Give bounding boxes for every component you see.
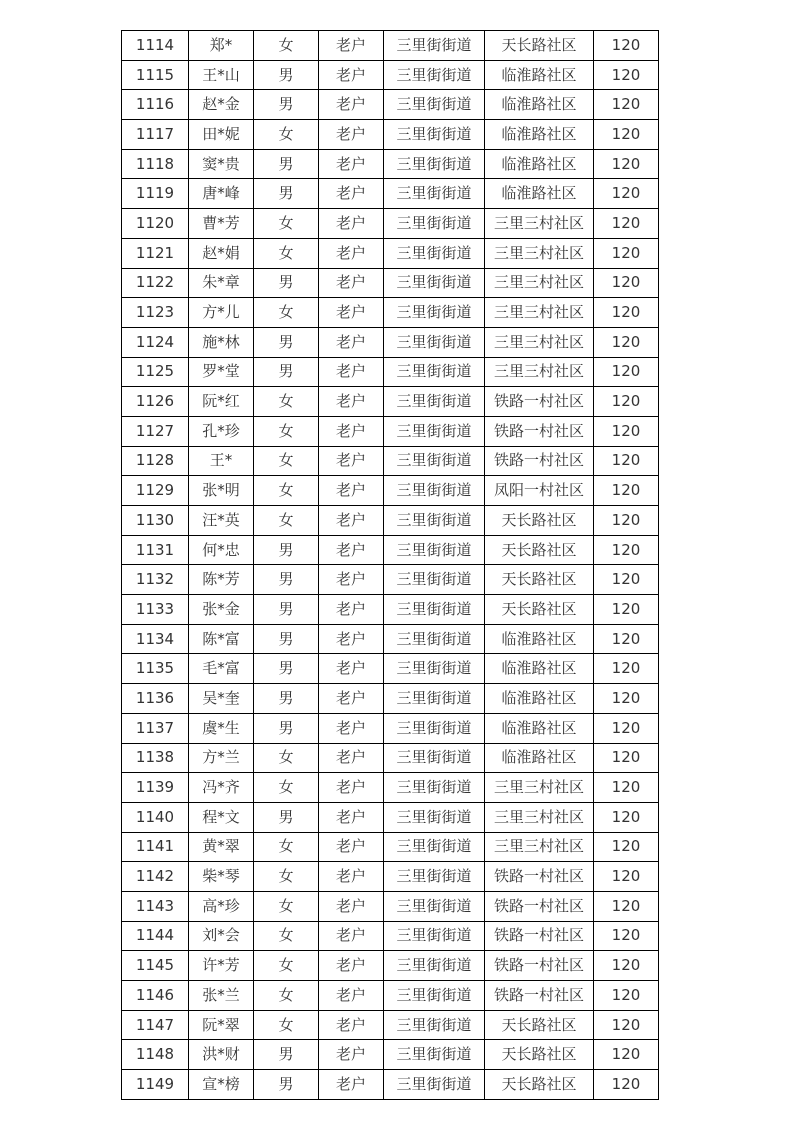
residents-table <box>121 30 659 1100</box>
cell-household-type: 老户 <box>319 802 384 832</box>
table-row <box>122 802 659 832</box>
cell-name: 阮*红 <box>189 387 254 417</box>
cell-amount: 120 <box>594 31 659 61</box>
cell-community: 铁路一村社区 <box>485 446 594 476</box>
cell-gender: 男 <box>254 713 319 743</box>
cell-street: 三里街街道 <box>384 179 485 209</box>
cell-serial-number: 1143 <box>122 891 189 921</box>
cell-name: 赵*娟 <box>189 238 254 268</box>
cell-name: 柴*琴 <box>189 862 254 892</box>
cell-household-type: 老户 <box>319 31 384 61</box>
table-row <box>122 891 659 921</box>
cell-name: 施*林 <box>189 327 254 357</box>
cell-gender: 女 <box>254 298 319 328</box>
cell-street: 三里街街道 <box>384 387 485 417</box>
cell-street: 三里街街道 <box>384 535 485 565</box>
cell-name: 高*珍 <box>189 891 254 921</box>
cell-amount: 120 <box>594 179 659 209</box>
cell-street: 三里街街道 <box>384 743 485 773</box>
cell-name: 窦*贵 <box>189 149 254 179</box>
cell-gender: 女 <box>254 416 319 446</box>
cell-name: 王*山 <box>189 60 254 90</box>
cell-street: 三里街街道 <box>384 921 485 951</box>
cell-gender: 女 <box>254 476 319 506</box>
cell-gender: 女 <box>254 209 319 239</box>
cell-street: 三里街街道 <box>384 327 485 357</box>
cell-household-type: 老户 <box>319 238 384 268</box>
cell-serial-number: 1122 <box>122 268 189 298</box>
cell-street: 三里街街道 <box>384 1070 485 1100</box>
cell-amount: 120 <box>594 832 659 862</box>
cell-serial-number: 1126 <box>122 387 189 417</box>
table-row <box>122 654 659 684</box>
cell-street: 三里街街道 <box>384 1010 485 1040</box>
table-row <box>122 1040 659 1070</box>
cell-household-type: 老户 <box>319 60 384 90</box>
cell-community: 三里三村社区 <box>485 327 594 357</box>
cell-household-type: 老户 <box>319 624 384 654</box>
cell-street: 三里街街道 <box>384 90 485 120</box>
cell-amount: 120 <box>594 921 659 951</box>
table-row <box>122 981 659 1011</box>
table-row <box>122 684 659 714</box>
cell-household-type: 老户 <box>319 713 384 743</box>
cell-serial-number: 1121 <box>122 238 189 268</box>
cell-street: 三里街街道 <box>384 357 485 387</box>
table-row <box>122 951 659 981</box>
cell-gender: 女 <box>254 832 319 862</box>
cell-name: 张*明 <box>189 476 254 506</box>
cell-serial-number: 1127 <box>122 416 189 446</box>
cell-serial-number: 1146 <box>122 981 189 1011</box>
cell-gender: 男 <box>254 268 319 298</box>
cell-household-type: 老户 <box>319 416 384 446</box>
cell-amount: 120 <box>594 60 659 90</box>
cell-serial-number: 1124 <box>122 327 189 357</box>
cell-household-type: 老户 <box>319 476 384 506</box>
cell-community: 临淮路社区 <box>485 654 594 684</box>
cell-household-type: 老户 <box>319 506 384 536</box>
table-row <box>122 238 659 268</box>
cell-gender: 男 <box>254 90 319 120</box>
cell-amount: 120 <box>594 654 659 684</box>
cell-street: 三里街街道 <box>384 476 485 506</box>
cell-community: 铁路一村社区 <box>485 387 594 417</box>
cell-serial-number: 1130 <box>122 506 189 536</box>
cell-amount: 120 <box>594 713 659 743</box>
cell-name: 方*兰 <box>189 743 254 773</box>
cell-street: 三里街街道 <box>384 713 485 743</box>
cell-amount: 120 <box>594 120 659 150</box>
cell-gender: 女 <box>254 773 319 803</box>
cell-gender: 男 <box>254 149 319 179</box>
cell-gender: 男 <box>254 654 319 684</box>
cell-name: 许*芳 <box>189 951 254 981</box>
cell-household-type: 老户 <box>319 209 384 239</box>
table-row <box>122 595 659 625</box>
table-row <box>122 268 659 298</box>
cell-serial-number: 1118 <box>122 149 189 179</box>
table-row <box>122 209 659 239</box>
cell-community: 铁路一村社区 <box>485 416 594 446</box>
cell-amount: 120 <box>594 862 659 892</box>
table-row <box>122 31 659 61</box>
table-row <box>122 446 659 476</box>
table-row <box>122 387 659 417</box>
cell-street: 三里街街道 <box>384 981 485 1011</box>
cell-amount: 120 <box>594 1040 659 1070</box>
cell-name: 曹*芳 <box>189 209 254 239</box>
cell-household-type: 老户 <box>319 179 384 209</box>
cell-name: 陈*芳 <box>189 565 254 595</box>
cell-street: 三里街街道 <box>384 802 485 832</box>
cell-amount: 120 <box>594 891 659 921</box>
cell-community: 天长路社区 <box>485 31 594 61</box>
cell-serial-number: 1120 <box>122 209 189 239</box>
cell-household-type: 老户 <box>319 565 384 595</box>
cell-gender: 男 <box>254 565 319 595</box>
cell-community: 天长路社区 <box>485 535 594 565</box>
cell-amount: 120 <box>594 684 659 714</box>
cell-community: 铁路一村社区 <box>485 862 594 892</box>
cell-name: 冯*齐 <box>189 773 254 803</box>
cell-household-type: 老户 <box>319 981 384 1011</box>
cell-household-type: 老户 <box>319 446 384 476</box>
table-row <box>122 149 659 179</box>
cell-gender: 女 <box>254 743 319 773</box>
cell-community: 临淮路社区 <box>485 60 594 90</box>
table-row <box>122 120 659 150</box>
residents-table-body <box>122 31 659 1100</box>
table-row <box>122 90 659 120</box>
cell-name: 罗*堂 <box>189 357 254 387</box>
cell-serial-number: 1128 <box>122 446 189 476</box>
cell-amount: 120 <box>594 268 659 298</box>
cell-serial-number: 1145 <box>122 951 189 981</box>
cell-gender: 男 <box>254 595 319 625</box>
cell-community: 临淮路社区 <box>485 713 594 743</box>
table-row <box>122 624 659 654</box>
cell-serial-number: 1144 <box>122 921 189 951</box>
cell-household-type: 老户 <box>319 1010 384 1040</box>
cell-gender: 男 <box>254 624 319 654</box>
cell-household-type: 老户 <box>319 120 384 150</box>
cell-name: 刘*会 <box>189 921 254 951</box>
cell-gender: 男 <box>254 60 319 90</box>
cell-gender: 女 <box>254 31 319 61</box>
cell-name: 汪*英 <box>189 506 254 536</box>
cell-amount: 120 <box>594 773 659 803</box>
cell-community: 天长路社区 <box>485 595 594 625</box>
cell-name: 毛*富 <box>189 654 254 684</box>
table-row <box>122 832 659 862</box>
table-row <box>122 298 659 328</box>
table-row <box>122 743 659 773</box>
cell-serial-number: 1115 <box>122 60 189 90</box>
cell-amount: 120 <box>594 446 659 476</box>
cell-name: 阮*翠 <box>189 1010 254 1040</box>
cell-amount: 120 <box>594 981 659 1011</box>
cell-name: 张*兰 <box>189 981 254 1011</box>
cell-community: 天长路社区 <box>485 1040 594 1070</box>
cell-street: 三里街街道 <box>384 238 485 268</box>
cell-street: 三里街街道 <box>384 565 485 595</box>
cell-amount: 120 <box>594 416 659 446</box>
cell-household-type: 老户 <box>319 1070 384 1100</box>
cell-amount: 120 <box>594 149 659 179</box>
table-row <box>122 476 659 506</box>
cell-community: 铁路一村社区 <box>485 981 594 1011</box>
cell-community: 三里三村社区 <box>485 773 594 803</box>
cell-amount: 120 <box>594 238 659 268</box>
cell-community: 三里三村社区 <box>485 268 594 298</box>
cell-serial-number: 1142 <box>122 862 189 892</box>
cell-amount: 120 <box>594 387 659 417</box>
cell-amount: 120 <box>594 90 659 120</box>
cell-name: 何*忠 <box>189 535 254 565</box>
cell-name: 方*儿 <box>189 298 254 328</box>
table-row <box>122 327 659 357</box>
cell-household-type: 老户 <box>319 298 384 328</box>
table-row <box>122 773 659 803</box>
cell-amount: 120 <box>594 802 659 832</box>
cell-street: 三里街街道 <box>384 506 485 536</box>
cell-gender: 男 <box>254 1040 319 1070</box>
cell-community: 天长路社区 <box>485 506 594 536</box>
cell-amount: 120 <box>594 506 659 536</box>
cell-street: 三里街街道 <box>384 684 485 714</box>
cell-household-type: 老户 <box>319 832 384 862</box>
cell-street: 三里街街道 <box>384 773 485 803</box>
cell-gender: 男 <box>254 327 319 357</box>
cell-serial-number: 1135 <box>122 654 189 684</box>
cell-name: 孔*珍 <box>189 416 254 446</box>
cell-community: 铁路一村社区 <box>485 951 594 981</box>
cell-serial-number: 1123 <box>122 298 189 328</box>
cell-serial-number: 1116 <box>122 90 189 120</box>
cell-community: 临淮路社区 <box>485 90 594 120</box>
cell-serial-number: 1139 <box>122 773 189 803</box>
cell-name: 朱*章 <box>189 268 254 298</box>
cell-name: 洪*财 <box>189 1040 254 1070</box>
cell-gender: 男 <box>254 1070 319 1100</box>
cell-amount: 120 <box>594 951 659 981</box>
cell-community: 临淮路社区 <box>485 743 594 773</box>
cell-community: 铁路一村社区 <box>485 891 594 921</box>
cell-gender: 男 <box>254 684 319 714</box>
cell-household-type: 老户 <box>319 654 384 684</box>
cell-gender: 女 <box>254 506 319 536</box>
cell-household-type: 老户 <box>319 268 384 298</box>
cell-serial-number: 1117 <box>122 120 189 150</box>
cell-household-type: 老户 <box>319 862 384 892</box>
cell-community: 临淮路社区 <box>485 179 594 209</box>
cell-household-type: 老户 <box>319 684 384 714</box>
cell-amount: 120 <box>594 209 659 239</box>
table-row <box>122 713 659 743</box>
cell-name: 宣*榜 <box>189 1070 254 1100</box>
cell-serial-number: 1138 <box>122 743 189 773</box>
cell-street: 三里街街道 <box>384 951 485 981</box>
table-row <box>122 60 659 90</box>
cell-street: 三里街街道 <box>384 120 485 150</box>
cell-community: 天长路社区 <box>485 565 594 595</box>
cell-gender: 女 <box>254 120 319 150</box>
table-row <box>122 506 659 536</box>
table-row <box>122 1070 659 1100</box>
cell-name: 虞*生 <box>189 713 254 743</box>
cell-serial-number: 1114 <box>122 31 189 61</box>
cell-street: 三里街街道 <box>384 416 485 446</box>
cell-name: 黄*翠 <box>189 832 254 862</box>
cell-household-type: 老户 <box>319 149 384 179</box>
table-row <box>122 862 659 892</box>
cell-street: 三里街街道 <box>384 60 485 90</box>
cell-gender: 女 <box>254 921 319 951</box>
table-row <box>122 921 659 951</box>
cell-gender: 女 <box>254 238 319 268</box>
cell-gender: 女 <box>254 951 319 981</box>
cell-household-type: 老户 <box>319 327 384 357</box>
cell-community: 临淮路社区 <box>485 120 594 150</box>
cell-household-type: 老户 <box>319 921 384 951</box>
cell-gender: 女 <box>254 891 319 921</box>
table-row <box>122 1010 659 1040</box>
cell-serial-number: 1137 <box>122 713 189 743</box>
cell-community: 临淮路社区 <box>485 684 594 714</box>
cell-street: 三里街街道 <box>384 624 485 654</box>
cell-street: 三里街街道 <box>384 268 485 298</box>
cell-gender: 男 <box>254 357 319 387</box>
cell-gender: 女 <box>254 1010 319 1040</box>
cell-community: 铁路一村社区 <box>485 921 594 951</box>
cell-name: 程*文 <box>189 802 254 832</box>
cell-household-type: 老户 <box>319 357 384 387</box>
cell-serial-number: 1140 <box>122 802 189 832</box>
cell-household-type: 老户 <box>319 90 384 120</box>
cell-street: 三里街街道 <box>384 654 485 684</box>
cell-community: 天长路社区 <box>485 1010 594 1040</box>
cell-household-type: 老户 <box>319 595 384 625</box>
table-row <box>122 565 659 595</box>
cell-serial-number: 1119 <box>122 179 189 209</box>
cell-amount: 120 <box>594 1070 659 1100</box>
cell-street: 三里街街道 <box>384 446 485 476</box>
cell-name: 张*金 <box>189 595 254 625</box>
cell-serial-number: 1125 <box>122 357 189 387</box>
cell-name: 陈*富 <box>189 624 254 654</box>
cell-community: 三里三村社区 <box>485 238 594 268</box>
cell-street: 三里街街道 <box>384 209 485 239</box>
cell-amount: 120 <box>594 327 659 357</box>
cell-community: 三里三村社区 <box>485 357 594 387</box>
cell-serial-number: 1133 <box>122 595 189 625</box>
cell-gender: 女 <box>254 981 319 1011</box>
cell-street: 三里街街道 <box>384 1040 485 1070</box>
cell-community: 三里三村社区 <box>485 298 594 328</box>
cell-amount: 120 <box>594 357 659 387</box>
cell-gender: 男 <box>254 802 319 832</box>
cell-name: 郑* <box>189 31 254 61</box>
cell-amount: 120 <box>594 476 659 506</box>
cell-street: 三里街街道 <box>384 862 485 892</box>
cell-street: 三里街街道 <box>384 832 485 862</box>
cell-community: 三里三村社区 <box>485 802 594 832</box>
table-row <box>122 357 659 387</box>
cell-community: 凤阳一村社区 <box>485 476 594 506</box>
cell-serial-number: 1141 <box>122 832 189 862</box>
cell-name: 王* <box>189 446 254 476</box>
cell-household-type: 老户 <box>319 951 384 981</box>
cell-community: 临淮路社区 <box>485 149 594 179</box>
table-row <box>122 535 659 565</box>
cell-community: 天长路社区 <box>485 1070 594 1100</box>
cell-gender: 男 <box>254 535 319 565</box>
cell-amount: 120 <box>594 565 659 595</box>
cell-street: 三里街街道 <box>384 595 485 625</box>
cell-gender: 男 <box>254 179 319 209</box>
cell-street: 三里街街道 <box>384 891 485 921</box>
cell-household-type: 老户 <box>319 773 384 803</box>
table-row <box>122 416 659 446</box>
cell-street: 三里街街道 <box>384 31 485 61</box>
cell-serial-number: 1136 <box>122 684 189 714</box>
cell-household-type: 老户 <box>319 743 384 773</box>
cell-street: 三里街街道 <box>384 298 485 328</box>
cell-amount: 120 <box>594 298 659 328</box>
cell-gender: 女 <box>254 446 319 476</box>
cell-amount: 120 <box>594 535 659 565</box>
cell-name: 田*妮 <box>189 120 254 150</box>
cell-amount: 120 <box>594 624 659 654</box>
cell-street: 三里街街道 <box>384 149 485 179</box>
cell-serial-number: 1131 <box>122 535 189 565</box>
cell-household-type: 老户 <box>319 387 384 417</box>
cell-community: 三里三村社区 <box>485 832 594 862</box>
cell-serial-number: 1148 <box>122 1040 189 1070</box>
cell-name: 唐*峰 <box>189 179 254 209</box>
cell-serial-number: 1147 <box>122 1010 189 1040</box>
cell-amount: 120 <box>594 1010 659 1040</box>
cell-community: 三里三村社区 <box>485 209 594 239</box>
cell-amount: 120 <box>594 595 659 625</box>
table-row <box>122 179 659 209</box>
cell-household-type: 老户 <box>319 535 384 565</box>
cell-household-type: 老户 <box>319 1040 384 1070</box>
cell-household-type: 老户 <box>319 891 384 921</box>
cell-gender: 女 <box>254 387 319 417</box>
cell-serial-number: 1149 <box>122 1070 189 1100</box>
cell-serial-number: 1132 <box>122 565 189 595</box>
cell-serial-number: 1129 <box>122 476 189 506</box>
cell-gender: 女 <box>254 862 319 892</box>
cell-name: 吴*奎 <box>189 684 254 714</box>
cell-serial-number: 1134 <box>122 624 189 654</box>
cell-name: 赵*金 <box>189 90 254 120</box>
cell-community: 临淮路社区 <box>485 624 594 654</box>
cell-amount: 120 <box>594 743 659 773</box>
